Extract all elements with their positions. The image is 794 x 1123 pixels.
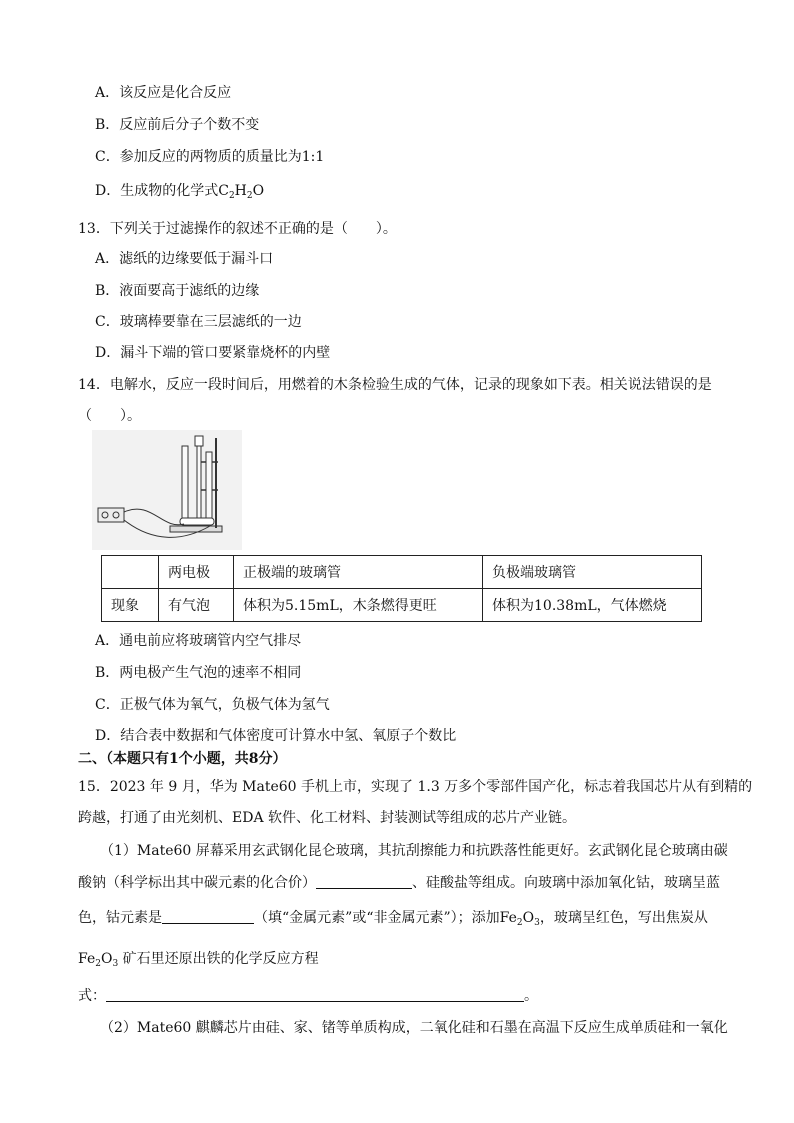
q14-stem-line1: 14．电解水，反应一段时间后，用燃着的木条检验生成的气体，记录的现象如下表。相关说法错误的是 — [78, 377, 712, 393]
q14-option-d: D．结合表中数据和气体密度可计算水中氢、氧原子个数比 — [95, 728, 457, 744]
q12-option-d: D．生成物的化学式$C_2H_2O$ — [95, 183, 265, 201]
q15-part1-line2: 酸钠（科学标出其中碳元素的化合价） 、硅酸盐等组成。向玻璃中添加氧化钴，玻璃呈蓝 — [78, 875, 720, 891]
table-header-row — [102, 556, 702, 589]
table-cell: 体积为5.15mL，木条燃得更旺 — [234, 589, 483, 622]
table-cell — [102, 556, 159, 589]
q15-stem-line2: 跨越，打通了由光刻机、EDA 软件、化工材料、封装测试等组成的芯片产业链。 — [78, 810, 577, 826]
q12-option-a: A．该反应是化合反应 — [95, 85, 232, 101]
table-cell: 有气泡 — [159, 589, 234, 622]
q14-option-c: C．正极气体为氧气，负极气体为氢气 — [95, 697, 330, 713]
table-cell: 正极端的玻璃管 — [234, 556, 483, 589]
q15-part1-line3: 色，钴元素是 （填“金属元素”或“非金属元素”）；添加$Fe_2O_3$，玻璃呈红色，写出焦炭从 — [78, 910, 708, 928]
table-cell: 负极端玻璃管 — [483, 556, 702, 589]
equation-answer-blank[interactable] — [106, 987, 524, 1002]
table-cell: 现象 — [102, 589, 159, 622]
q12-option-c: C．参加反应的两物质的质量比为1:1 — [95, 149, 325, 165]
q15-part2-line1: （2）Mate60 麒麟芯片由硅、家、锗等单质构成，二氧化硅和石墨在高温下反应生成单质硅和一氧化 — [100, 1020, 728, 1036]
q12-option-b: B．反应前后分子个数不变 — [95, 117, 260, 133]
answer-blank[interactable] — [162, 909, 254, 924]
q14-stem-line2: （ ）。 — [78, 408, 141, 424]
q14-option-a: A．通电前应将玻璃管内空气排尽 — [95, 633, 302, 649]
q13-stem: 13．下列关于过滤操作的叙述不正确的是（ ）。 — [78, 221, 397, 237]
q14-option-b: B．两电极产生气泡的速率不相同 — [95, 665, 302, 681]
q13-option-c: C．玻璃棒要靠在三层滤纸的一边 — [95, 314, 302, 330]
observation-table — [101, 555, 702, 622]
q15-stem-line1: 15．2023 年 9 月，华为 Mate60 手机上市，实现了 1.3 万多个零部件国产化，标志着我国芯片从有到精的 — [78, 779, 753, 795]
q15-part1-line4: $Fe_2O_3$ 矿石里还原出铁的化学反应方程 — [78, 951, 319, 969]
q15-part1-line1: （1）Mate60 屏幕采用玄武钢化昆仑玻璃，其抗刮擦能力和抗跌落性能更好。玄武钢化昆仑玻璃由碳 — [100, 843, 728, 859]
answer-blank[interactable] — [316, 874, 412, 889]
section-2-title: 二、（本题只有1个小题，共8分） — [78, 751, 287, 767]
q13-option-d: D．漏斗下端的管口要紧靠烧杯的内壁 — [95, 345, 331, 361]
q13-option-a: A．滤纸的边缘要低于漏斗口 — [95, 251, 274, 267]
table-cell: 体积为10.38mL，气体燃烧 — [483, 589, 702, 622]
table-row — [102, 589, 702, 622]
table-cell: 两电极 — [159, 556, 234, 589]
q15-part1-line5: 式： 。 — [78, 988, 538, 1004]
q13-option-b: B．液面要高于滤纸的边缘 — [95, 283, 260, 299]
electrolysis-apparatus-figure — [92, 430, 242, 550]
